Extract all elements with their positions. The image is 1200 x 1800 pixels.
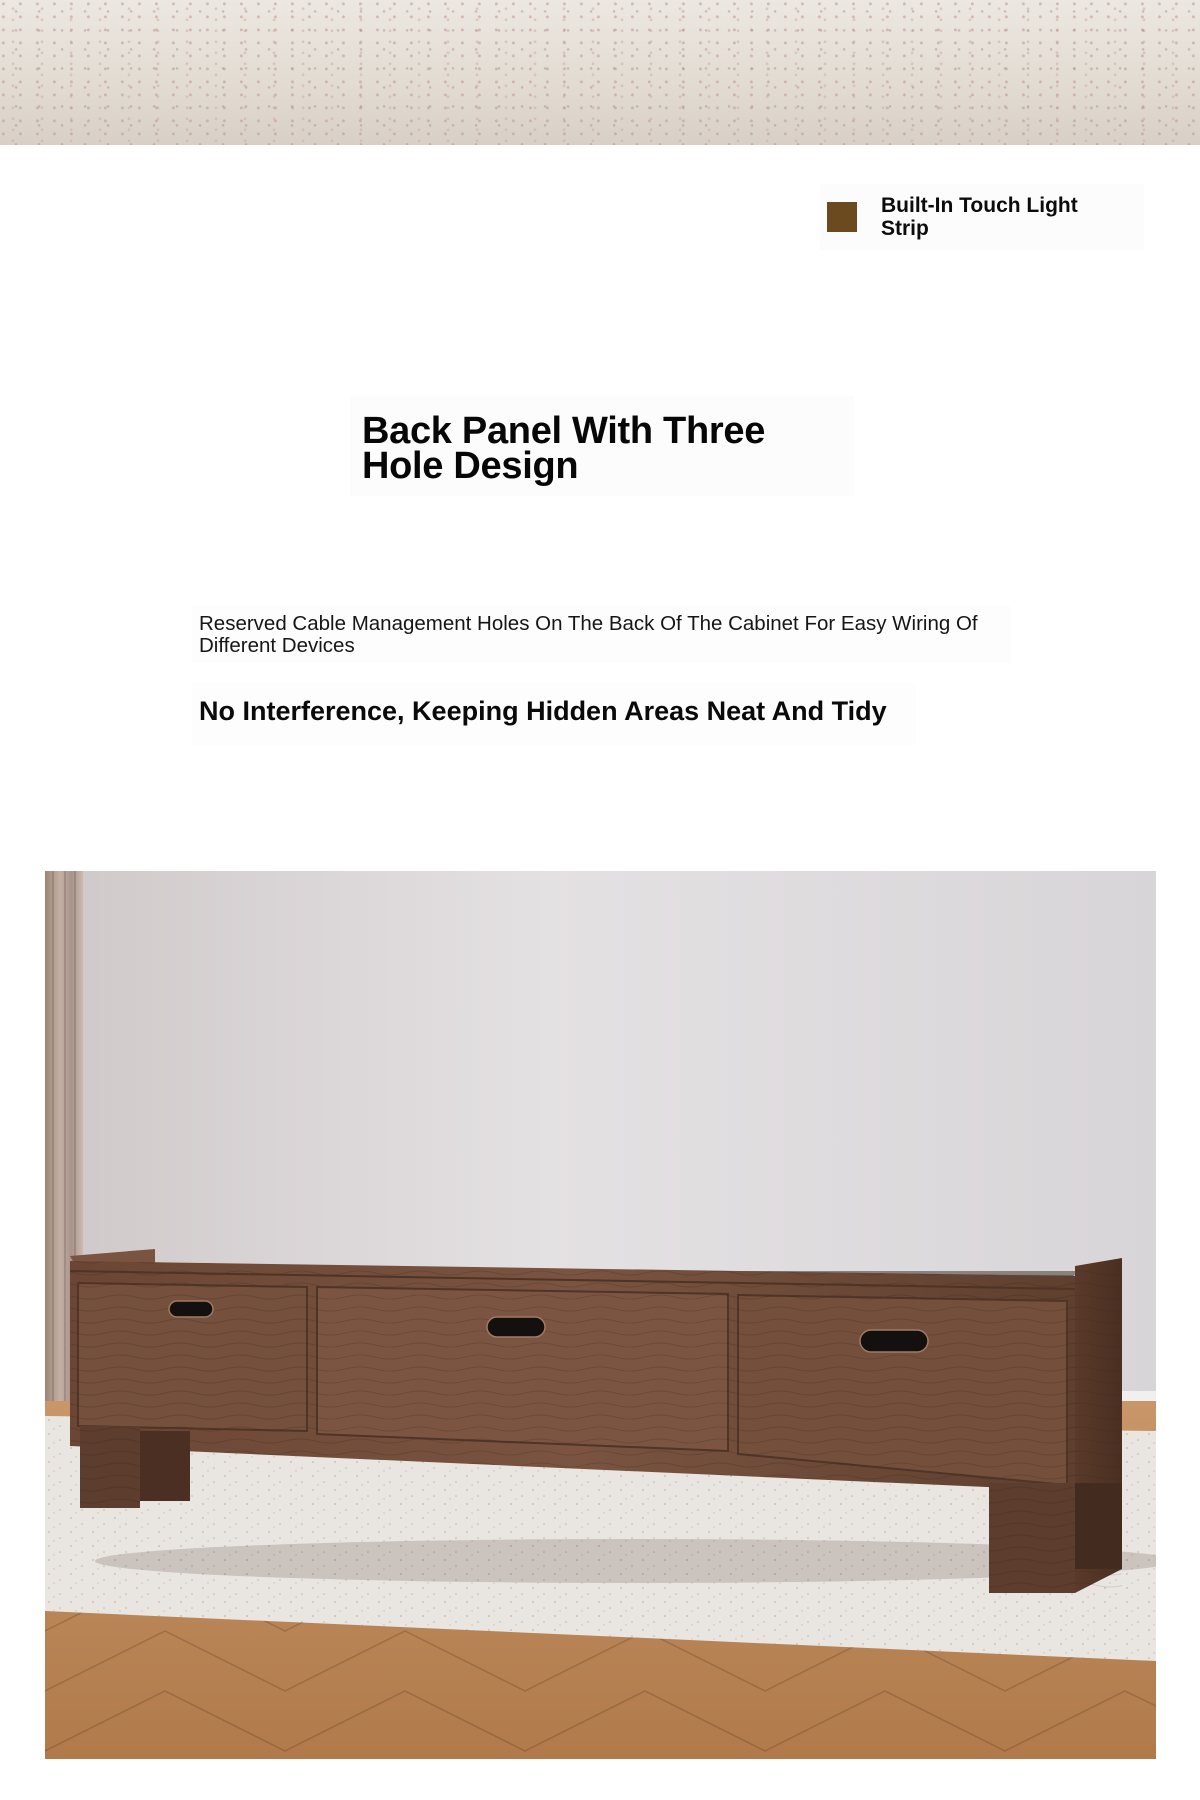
feature-label: Built-In Touch Light Strip [881,194,1078,240]
tv-cabinet-illustration [45,871,1156,1759]
section-tagline: No Interference, Keeping Hidden Areas Neat And Tidy [199,696,887,726]
section-headline: Back Panel With Three Hole Design [362,410,766,487]
rug-photo-strip [0,0,1200,145]
tv-cabinet-photo [45,871,1156,1759]
feature-chip [820,184,1144,250]
tagline-block [192,683,916,745]
color-swatch [827,202,857,232]
headline-block [350,396,854,496]
section-description: Reserved Cable Management Holes On The Back Of The Cabinet For Easy Wiring Of Different Devices [199,612,978,657]
description-block [192,605,1010,663]
